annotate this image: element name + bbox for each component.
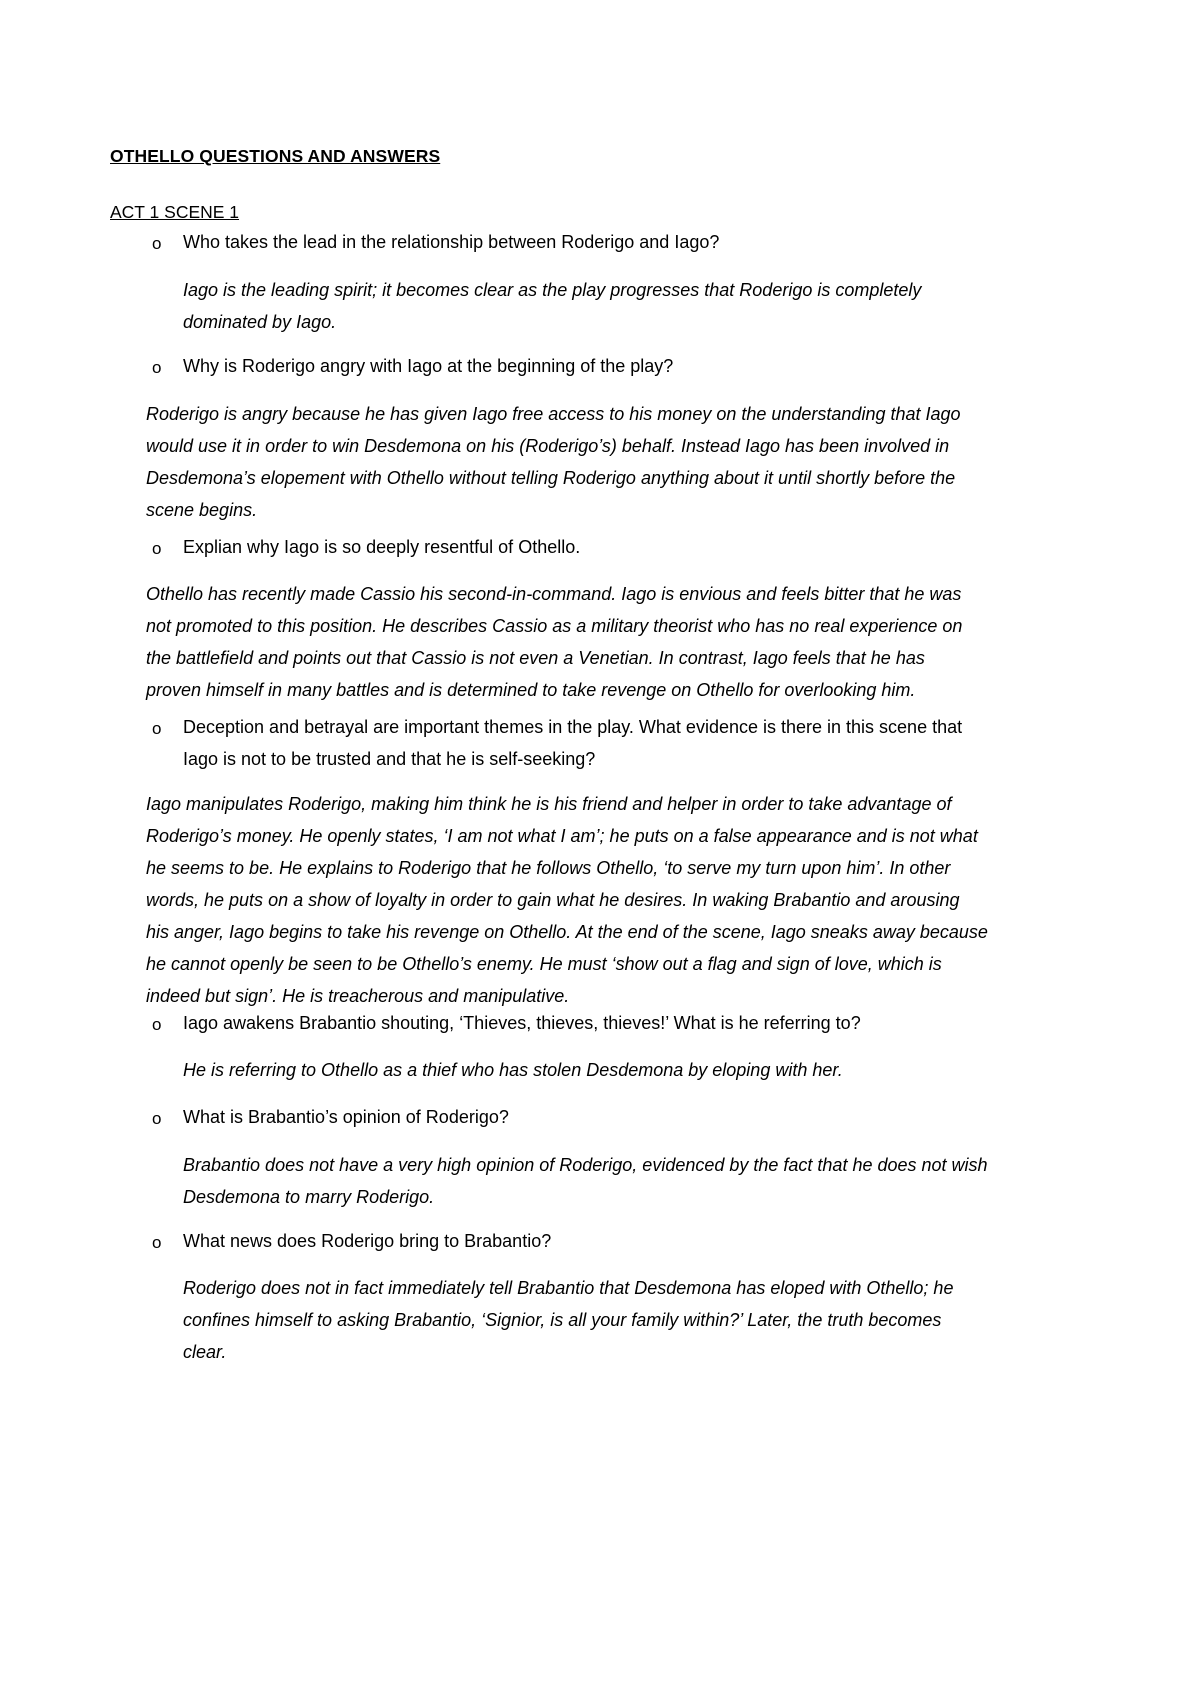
- answer-line: Desdemona to marry Roderigo.: [183, 1187, 435, 1207]
- answer-6: [183, 1149, 1103, 1213]
- answer-line: Desdemona’s elopement with Othello without telling Roderigo anything about it until shortly before the: [146, 468, 956, 488]
- question-2: [183, 350, 1083, 382]
- answer-line: proven himself in many battles and is determined to take revenge on Othello for overlooking him.: [146, 680, 916, 700]
- answer-2: [146, 398, 1106, 526]
- answer-4: [146, 788, 1106, 1012]
- answer-1: [183, 274, 1103, 338]
- question-line: Iago awakens Brabantio shouting, ‘Thieves, thieves, thieves!’ What is he referring to?: [183, 1013, 861, 1033]
- answer-3: [146, 578, 1106, 706]
- question-line: Iago is not to be trusted and that he is self-seeking?: [183, 749, 596, 769]
- answer-line: Iago is the leading spirit; it becomes clear as the play progresses that Roderigo is completely: [183, 280, 922, 300]
- answer-5: [183, 1054, 1103, 1086]
- answer-line: he seems to be. He explains to Roderigo that he follows Othello, ‘to serve my turn upon him’. In other: [146, 858, 951, 878]
- question-bullet: o: [152, 719, 162, 738]
- question-bullet: o: [152, 234, 162, 253]
- answer-line: Roderigo’s money. He openly states, ‘I am not what I am’; he puts on a false appearance and is not what: [146, 826, 978, 846]
- question-6: [183, 1101, 1083, 1133]
- answer-line: indeed but sign’. He is treacherous and manipulative.: [146, 986, 570, 1006]
- answer-line: confines himself to asking Brabantio, ‘Signior, is all your family within?’ Later, the truth becomes: [183, 1310, 942, 1330]
- question-1: [183, 226, 1083, 258]
- answer-line: not promoted to this position. He describes Cassio as a military theorist who has no real experience on: [146, 616, 963, 636]
- answer-line: the battlefield and points out that Cassio is not even a Venetian. In contrast, Iago feels that he has: [146, 648, 925, 668]
- answer-line: He is referring to Othello as a thief who has stolen Desdemona by eloping with her.: [183, 1060, 843, 1080]
- answer-line: words, he puts on a show of loyalty in order to gain what he desires. In waking Brabantio and arousing: [146, 890, 960, 910]
- answer-line: clear.: [183, 1342, 227, 1362]
- question-bullet: o: [152, 1109, 162, 1128]
- answer-line: Roderigo is angry because he has given Iago free access to his money on the understanding that Iago: [146, 404, 961, 424]
- answer-line: Iago manipulates Roderigo, making him think he is his friend and helper in order to take advantage of: [146, 794, 952, 814]
- answer-line: Brabantio does not have a very high opinion of Roderigo, evidenced by the fact that he does not wish: [183, 1155, 988, 1175]
- question-line: Why is Roderigo angry with Iago at the beginning of the play?: [183, 356, 674, 376]
- answer-line: dominated by Iago.: [183, 312, 337, 332]
- document-title: OTHELLO QUESTIONS AND ANSWERS: [110, 146, 441, 166]
- question-line: What news does Roderigo bring to Brabantio?: [183, 1231, 552, 1251]
- question-5: [183, 1007, 1083, 1039]
- question-bullet: o: [152, 1015, 162, 1034]
- scene-heading: ACT 1 SCENE 1: [110, 202, 240, 222]
- answer-line: Roderigo does not in fact immediately tell Brabantio that Desdemona has eloped with Othello; he: [183, 1278, 954, 1298]
- question-7: [183, 1225, 1083, 1257]
- answer-line: Othello has recently made Cassio his second-in-command. Iago is envious and feels bitter that he was: [146, 584, 962, 604]
- question-4: [183, 711, 1083, 775]
- answer-line: scene begins.: [146, 500, 258, 520]
- question-bullet: o: [152, 539, 162, 558]
- answer-line: he cannot openly be seen to be Othello’s enemy. He must ‘show out a flag and sign of love, which is: [146, 954, 942, 974]
- question-line: Deception and betrayal are important themes in the play. What evidence is there in this scene that: [183, 717, 963, 737]
- answer-line: his anger, Iago begins to take his revenge on Othello. At the end of the scene, Iago sneaks away because: [146, 922, 988, 942]
- question-bullet: o: [152, 1233, 162, 1252]
- answer-7: [183, 1272, 1103, 1368]
- answer-line: would use it in order to win Desdemona on his (Roderigo’s) behalf. Instead Iago has been involved in: [146, 436, 950, 456]
- question-line: Explian why Iago is so deeply resentful of Othello.: [183, 537, 581, 557]
- question-line: Who takes the lead in the relationship between Roderigo and Iago?: [183, 232, 720, 252]
- question-3: [183, 531, 1083, 563]
- question-line: What is Brabantio’s opinion of Roderigo?: [183, 1107, 509, 1127]
- question-bullet: o: [152, 358, 162, 377]
